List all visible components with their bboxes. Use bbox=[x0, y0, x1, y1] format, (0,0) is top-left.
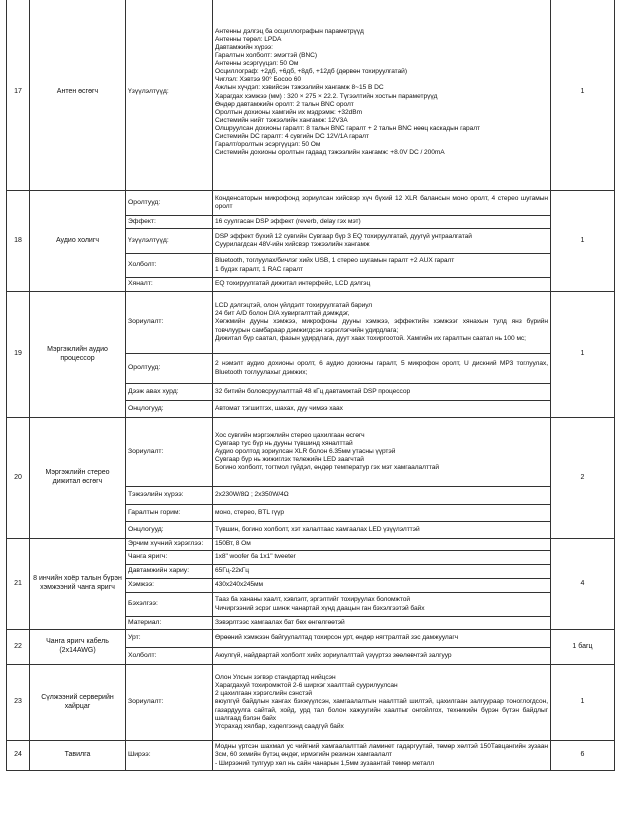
spec-value-line: Оролтын дохионы хамгийн их мэдрэмж: +32dBm bbox=[215, 108, 363, 116]
spec-value-line: 1x8" woofer ба 1x1" tweeter bbox=[215, 553, 296, 561]
spec-value-line: Угсрахад хялбар, хэделгээнд саадгүй байх bbox=[215, 722, 344, 730]
spec-label: Онцлогууд: bbox=[126, 401, 213, 418]
spec-label: Холболт: bbox=[126, 254, 213, 278]
item-name: 8 инчийн хоёр талын бүрэн хэмжээний чанга яригч bbox=[30, 539, 126, 630]
spec-value-line: Давтамжийн хүрээ: bbox=[215, 43, 273, 51]
spec-value-line: Хос сувгийн мэргэжлийн стерео цахилгаан өсгөгч bbox=[215, 431, 365, 439]
spec-value bbox=[213, 487, 551, 505]
spec-value-line: Харагдахуй тохиромжтой 2-6 ширхэг хаалттай суурилуулсан bbox=[215, 682, 398, 690]
spec-value-line: Олшруулсан дохионы гаралт: 8 тальн BNC гаралт + 2 тальн BNC нөөц каскадын гаралт bbox=[215, 124, 480, 132]
spec-value bbox=[213, 630, 551, 648]
spec-label: Үзүүлэлтүүд: bbox=[126, 0, 213, 191]
spec-value-line: Чичиргээний эсрэг шинж чанартай хүнд даацын ган бэхэлгээтэй байх bbox=[215, 604, 425, 612]
spec-row bbox=[7, 630, 615, 648]
item-name: Сүлжээний серверийн хайрцаг bbox=[30, 665, 126, 741]
spec-row bbox=[7, 665, 615, 741]
spec-label: Гаралтын горим: bbox=[126, 505, 213, 522]
spec-label: Зориулалт: bbox=[126, 292, 213, 354]
spec-value bbox=[213, 292, 551, 354]
spec-value-line: Зэвэрлтээс хамгаалах бат бөх өнгөлгөөтэй bbox=[215, 618, 345, 626]
item-quantity: 2 bbox=[551, 418, 615, 539]
spec-value-line: Тааз ба хананы хаалт, хэвлэлт, эргэлтийг тохируулах боломжтой bbox=[215, 596, 411, 604]
spec-value bbox=[213, 505, 551, 522]
spec-value-line: 24 бит A/D болон D/A хувиргалттай дэмждэг, bbox=[215, 310, 350, 318]
spec-value bbox=[213, 565, 551, 579]
spec-value-line: Гаралт/оролтын эсэргүүцэл: 50 Ом bbox=[215, 141, 321, 149]
item-number: 17 bbox=[7, 0, 30, 191]
spec-row bbox=[7, 0, 615, 191]
spec-value-line: Сувгаар бүр нь жижиглэх тележийн LED заагчтай bbox=[215, 456, 364, 464]
spec-value-line: Ажлын хүчдэл: хэвийсэн тэжээлийн хангамж 8~15 В DC bbox=[215, 84, 384, 92]
spec-value bbox=[213, 539, 551, 551]
spec-value-line: Автомат тэгшитгэх, шахах, дуу чимээ хаах bbox=[215, 404, 343, 412]
spec-value-line: Аюулгүй, найдвартай холболт хийх зориулалттай үзүүртэз зөөлөвчтэй залгуур bbox=[215, 651, 452, 659]
item-quantity: 4 bbox=[551, 539, 615, 630]
spec-label: Материал: bbox=[126, 617, 213, 630]
spec-value-line: Гаралтын холболт: эмэгтэй (BNC) bbox=[215, 52, 318, 60]
spec-value-line: Системийн DC гаралт: 4 сувгийн DC 12V/1A гаралт bbox=[215, 132, 369, 140]
spec-value bbox=[213, 229, 551, 254]
spec-value-line: Чиглэл: Хэвтээ 90° Босоо 60 bbox=[215, 76, 301, 84]
spec-value-line: - Ширээний тулгуур хөл нь сайн чанарын 1,5мм зузаантай төмөр металл bbox=[215, 759, 435, 767]
spec-label: Дээж авах хурд: bbox=[126, 384, 213, 401]
item-name: Чанга яригч кабель (2x14AWG) bbox=[30, 630, 126, 665]
spec-value bbox=[213, 191, 551, 216]
spec-value-line: вюулгүй байдлын хангах бэхжүүлсэн, хамгаалалтын наалттай шилтэй, цахилгаан залгуураар тоноглогдсон, газардуулга сайтай, хойд, урд тал болон хажуугийн хаалтыг онгойлгох, техникийн бүрэн бүтэн байдлыг шалгаад бэлэн байх bbox=[215, 698, 548, 722]
spec-value-line: Bluetooth, тоглуулах/бичлэг хийх USB, 1 стерео шугамын гаралт +2 AUX гаралт bbox=[215, 257, 455, 265]
item-number: 19 bbox=[7, 292, 30, 418]
spec-value bbox=[213, 665, 551, 741]
spec-value-line: LCD дэлгэцтэй, олон үйлдэлт тохируулгатай бариул bbox=[215, 302, 373, 310]
spec-value bbox=[213, 278, 551, 292]
item-quantity: 1 багц bbox=[551, 630, 615, 665]
spec-row bbox=[7, 292, 615, 354]
spec-value-line: Богино холболт, тогтмол гүйдэл, өндөр температур гэх мэт хамгаалалттай bbox=[215, 464, 440, 472]
spec-value bbox=[213, 617, 551, 630]
spec-label: Оролтууд: bbox=[126, 191, 213, 216]
spec-value bbox=[213, 254, 551, 278]
spec-label: Үзүүлэлтүүд: bbox=[126, 229, 213, 254]
spec-label: Ширээ: bbox=[126, 741, 213, 771]
spec-value-line: 2 цахилгаан хэрэгслийн сэнстэй bbox=[215, 690, 313, 698]
spec-value bbox=[213, 0, 551, 191]
spec-value bbox=[213, 354, 551, 384]
spec-value-line: Антенны эсэргүүцэл: 50 Ом bbox=[215, 60, 299, 68]
spec-label: Бэхэлгээ: bbox=[126, 593, 213, 617]
item-name: Тавилга bbox=[30, 741, 126, 771]
spec-label: Эффект: bbox=[126, 216, 213, 229]
spec-value-line: 32 битийн боловсруулалттай 48 кГц давтамжтай DSP процессор bbox=[215, 387, 411, 395]
spec-value-line: Сувгаар тус бүр нь дууны түвшинд хяналттай bbox=[215, 439, 353, 447]
item-number: 23 bbox=[7, 665, 30, 741]
spec-row bbox=[7, 191, 615, 216]
spec-value bbox=[213, 551, 551, 565]
spec-value bbox=[213, 401, 551, 418]
spec-value-line: Осциллограф: +2дб, +6дб, +8дб, +12дб (дөрвөн тохируулгатай) bbox=[215, 68, 407, 76]
spec-label: Давтамжийн хариу: bbox=[126, 565, 213, 579]
spec-value-line: Суурилагдсан 48V-ийн хийсвэр тэжээлийн хангамж bbox=[215, 241, 370, 248]
spec-label: Зориулалт: bbox=[126, 665, 213, 741]
spec-value-line: Антенны дэлгэц ба осциллографын параметрүүд bbox=[215, 27, 364, 35]
item-quantity: 1 bbox=[551, 665, 615, 741]
spec-value bbox=[213, 384, 551, 401]
item-name: Аудио холигч bbox=[30, 191, 126, 292]
spec-value-line: Системийн дохионы оролтын гадаад тэжээлийн хангамж: +8.0V DC / 200mA bbox=[215, 149, 445, 157]
spec-value bbox=[213, 216, 551, 229]
spec-row bbox=[7, 418, 615, 487]
item-number: 24 bbox=[7, 741, 30, 771]
spec-label: Урт: bbox=[126, 630, 213, 648]
spec-row bbox=[7, 539, 615, 551]
spec-value-line: Олон Улсын зэгвэр стандартад нийцсэн bbox=[215, 674, 336, 682]
spec-value bbox=[213, 418, 551, 487]
spec-value-line: Өндөр давтамжийн оролт: 2 тальн BNC оролт bbox=[215, 100, 354, 108]
item-quantity: 1 bbox=[551, 292, 615, 418]
spec-value-line: 430x240x245мм bbox=[215, 581, 264, 589]
spec-value bbox=[213, 579, 551, 593]
spec-value-line: Дижитал бүр саатал, фазын удирдлага, дуут хаах тохиргоотой. Хамгийн их гаралтын саатал нь 100 мс; bbox=[215, 334, 526, 342]
item-quantity: 6 bbox=[551, 741, 615, 771]
spec-value-line: Системийн нийт тэжээлийн хангамж: 12V3A bbox=[215, 116, 348, 124]
item-name: Антен өсгөгч bbox=[30, 0, 126, 191]
spec-label: Оролтууд: bbox=[126, 354, 213, 384]
spec-value-line: DSP эффект бүхий 12 сувгийн Сувгаар бүр 3 EQ тохируулгатай, дуугүй унтраалгатай bbox=[215, 232, 472, 240]
spec-value-line: Конденсаторын микрофонд зориулсан хийсвэр хүч бүхий 12 XLR балансын моно оролт, 4 стерео шугамын оролт bbox=[215, 194, 548, 210]
spec-value-line: 2 нэмэлт аудио дохионы оролт, 6 аудио дохионы гаралт, 5 микрофон оролт, U дискний MP3 тоглуулах, Bluetooth тоглуулахыг дэмжих; bbox=[215, 360, 548, 376]
spec-label: Хэмжээ: bbox=[126, 579, 213, 593]
specification-table bbox=[6, 0, 615, 771]
specification-table-body bbox=[7, 0, 615, 771]
spec-value bbox=[213, 593, 551, 617]
spec-value bbox=[213, 741, 551, 771]
spec-value bbox=[213, 522, 551, 539]
item-quantity: 1 bbox=[551, 191, 615, 292]
spec-label: Эрчим хүчний хэрэглээ: bbox=[126, 539, 213, 551]
spec-value-line: 16 суулгасан DSP эффект (reverb, delay гэх мэт) bbox=[215, 217, 361, 225]
spec-value-line: 150Вт, 8 Ом bbox=[215, 540, 251, 548]
spec-value-line: 1 бүдэх гаралт, 1 RAC гаралт bbox=[215, 265, 303, 273]
item-quantity: 1 bbox=[551, 0, 615, 191]
spec-value-line: Хөгжмийн дууны хэмжээ, микрофоны дууны хэмжээ, эффектийн хэмжээг хянахын тулд янз бүрийн товчлуурын самбараар дэмжигдсэн хэрэглэгчийн удирдлага; bbox=[215, 318, 548, 334]
item-name: Мэргэжлийн аудио процессор bbox=[30, 292, 126, 418]
spec-value-line: Антенны төрөл: LPDA bbox=[215, 35, 282, 43]
item-number: 18 bbox=[7, 191, 30, 292]
spec-value-line: EQ тохируулгатай дижитал интерфейс, LCD дэлгэц bbox=[215, 280, 371, 288]
spec-value-line: Түвшин, богино холболт, хэт халалтаас хамгаалах LED үзүүлэлттэй bbox=[215, 525, 420, 533]
spec-value-line: Харагдах хэмжээ (мм) : 320 × 275 × 22.2. Түгээлтийн хостын параметрүүд bbox=[215, 92, 438, 100]
spec-label: Хяналт: bbox=[126, 278, 213, 292]
item-number: 21 bbox=[7, 539, 30, 630]
spec-label: Тэжээлийн хүрээ: bbox=[126, 487, 213, 505]
spec-label: Онцлогууд: bbox=[126, 522, 213, 539]
spec-label: Холболт: bbox=[126, 648, 213, 665]
spec-value-line: Модны үртсэн шахмал ус чийгний хамгаалалттай ламинет гадаргуутай, төмөр хөлтэй 150Тавцангийн зузаан 3см, 60 эхмийн бүтэц өндөг, ирмэгийн резинэн хамгаалалт bbox=[215, 743, 548, 759]
spec-value bbox=[213, 648, 551, 665]
item-name: Мэргэжлийн стерео дижитал өсгөгч bbox=[30, 418, 126, 539]
spec-value-line: Аудио оролтод зориулсан XLR болон 6.35мм утасны үүртэй bbox=[215, 447, 396, 455]
spec-label: Зориулалт: bbox=[126, 418, 213, 487]
item-number: 20 bbox=[7, 418, 30, 539]
item-number: 22 bbox=[7, 630, 30, 665]
spec-label: Чанга яригч: bbox=[126, 551, 213, 565]
spec-value-line: моно, стерео, BTL гүүр bbox=[215, 508, 284, 516]
spec-value-line: 65Гц-22кГц bbox=[215, 567, 249, 575]
spec-row bbox=[7, 741, 615, 771]
spec-value-line: 2x230W/8Ω ; 2x350W/4Ω bbox=[215, 491, 289, 499]
spec-value-line: Өрөөний хэмжээн байгуулалтад тохирсон урт, өндөр нягтралтай зэс дамжуулагч bbox=[215, 634, 459, 642]
